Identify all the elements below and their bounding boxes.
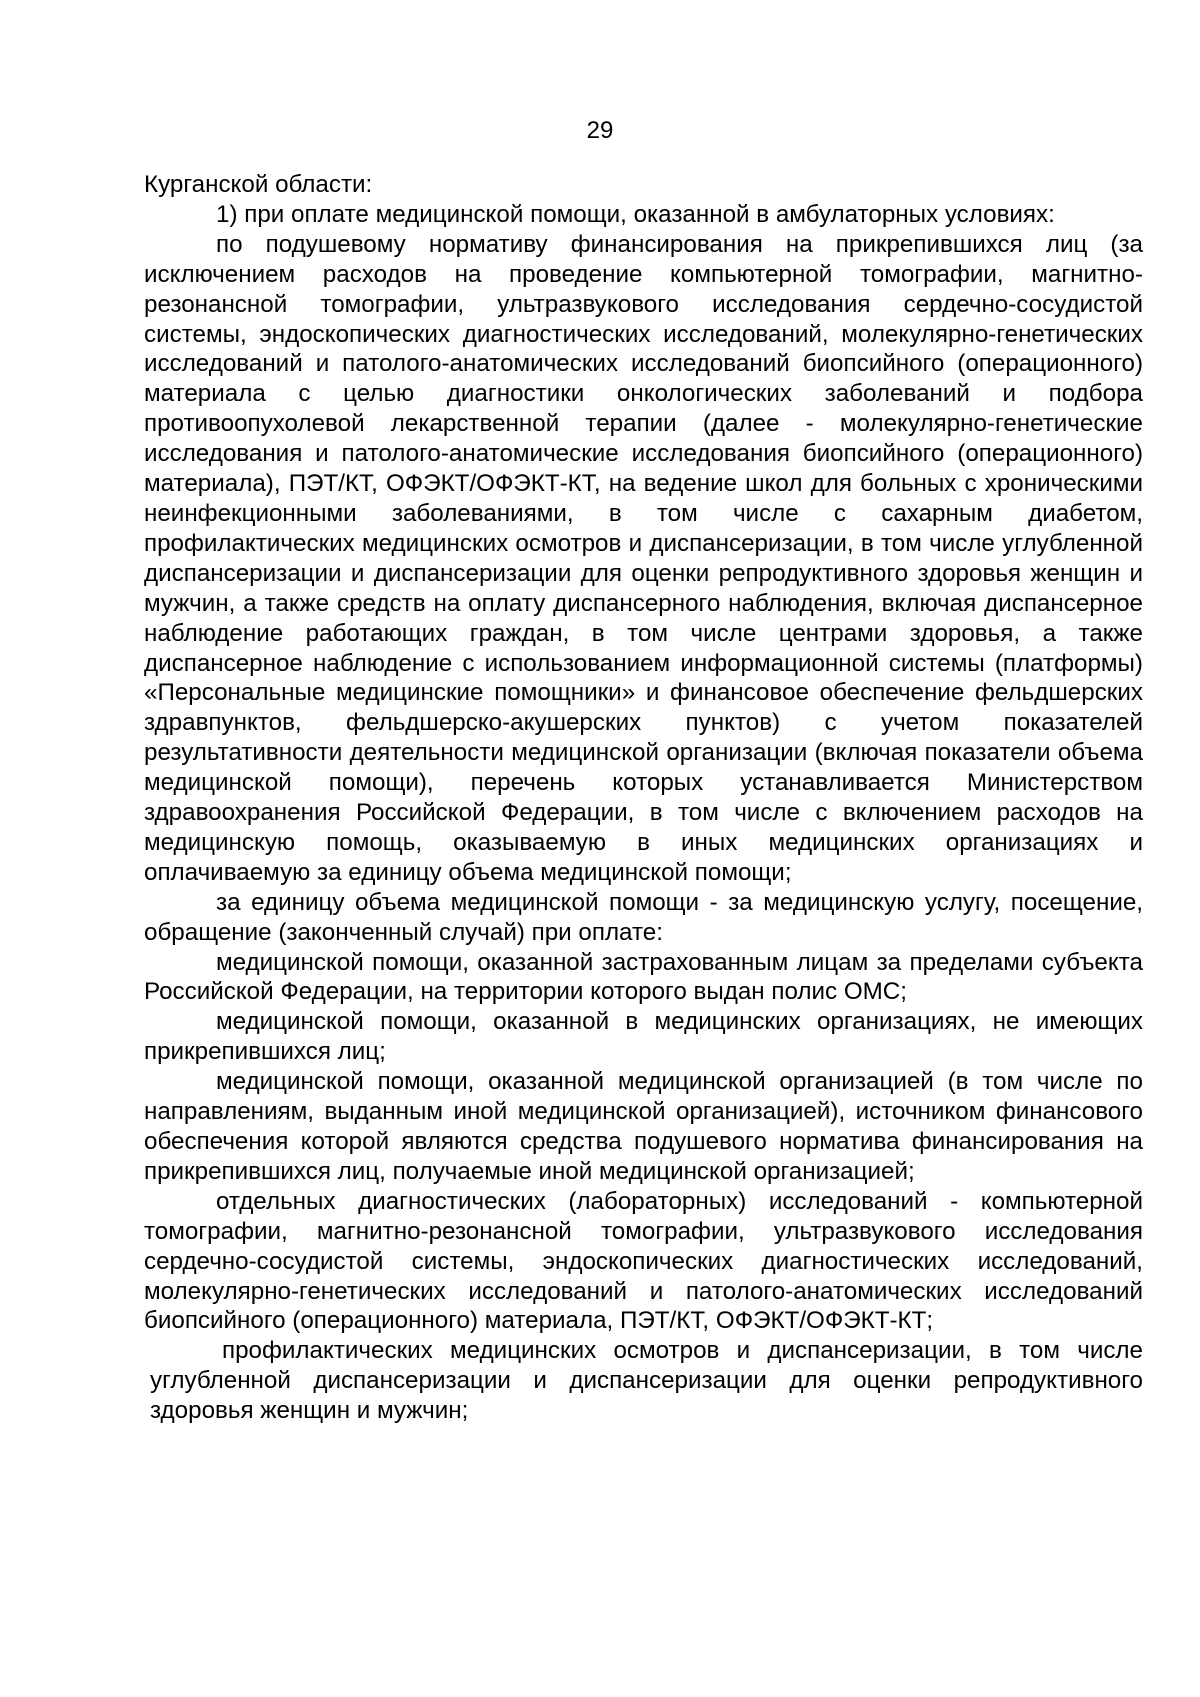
paragraph-region-continuation: Курганской области: bbox=[144, 171, 373, 198]
paragraph-per-capita-financing: по подушевому нормативу финансирования на прикрепившихся лиц (за исключением расходов на проведение компьютерной томографии, магнитно-резонансной томографии, ультразвукового исследования сердечно-сосудистой системы, эндоскопических диагностических исследований, молекулярно-генетических исследований и патолого-анатомических исследований биопсийного (операционного) материала с целью диагностики онкологических заболеваний и подбора противоопухолевой лекарственной терапии (далее - молекулярно-генетические исследования и патолого-анатомические исследования биопсийного (операционного) материала), ПЭТ/КТ, ОФЭКТ/ОФЭКТ-КТ, на ведение школ для больных с хроническими неинфекционными заболеваниями, в том числе с сахарным диабетом, профилактических медицинских осмотров и диспансеризации, в том числе углубленной диспансеризации и диспансеризации для оценки репродуктивного здоровья женщин и мужчин, а также средств на оплату диспансерного наблюдения, включая диспансерное наблюдение работающих граждан, в том числе центрами здоровья, а также диспансерное наблюдение с использованием информационной системы (платформы) «Персональные медицинские помощники» и финансовое обеспечение фельдшерских здравпунктов, фельдшерско-акушерских пунктов) с учетом показателей результативности деятельности медицинской организации (включая показатели объема медицинской помощи), перечень которых устанавливается Министерством здравоохранения Российской Федерации, в том числе с включением расходов на медицинскую помощь, оказываемую в иных медицинских организациях и оплачиваемую за единицу объема медицинской помощи; bbox=[144, 230, 1143, 886]
paragraph-outside-region-care: медицинской помощи, оказанной застрахованным лицам за пределами субъекта Российской Федерации, на территории которого выдан полис ОМС; bbox=[144, 948, 1143, 1006]
paragraph-unit-of-volume: за единицу объема медицинской помощи - за медицинскую услугу, посещение, обращение (законченный случай) при оплате: bbox=[144, 888, 1143, 946]
paragraph-diagnostic-studies: отдельных диагностических (лабораторных) исследований - компьютерной томографии, магнитно-резонансной томографии, ультразвукового исследования сердечно-сосудистой системы, эндоскопических диагностических исследований, молекулярно-генетических исследований и патолого-анатомических исследований биопсийного (операционного) материала, ПЭТ/КТ, ОФЭКТ/ОФЭКТ-КТ; bbox=[144, 1187, 1143, 1335]
paragraph-referral-care: медицинской помощи, оказанной медицинской организацией (в том числе по направлениям, выданным иной медицинской организацией), источником финансового обеспечения которой являются средства подушевого норматива финансирования на прикрепившихся лиц, получаемые иной медицинской организацией; bbox=[144, 1068, 1143, 1185]
paragraph-no-attached-persons: медицинской помощи, оказанной в медицинских организациях, не имеющих прикрепившихся лиц; bbox=[144, 1008, 1143, 1066]
page-number: 29 bbox=[586, 117, 614, 144]
paragraph-item-1-heading: 1) при оплате медицинской помощи, оказанной в амбулаторных условиях: bbox=[216, 200, 1055, 228]
paragraph-preventive-examinations: профилактических медицинских осмотров и диспансеризации, в том числе углубленной диспансеризации и диспансеризации для оценки репродуктивного здоровья женщин и мужчин; bbox=[150, 1337, 1143, 1425]
document-body bbox=[144, 170, 1143, 1426]
